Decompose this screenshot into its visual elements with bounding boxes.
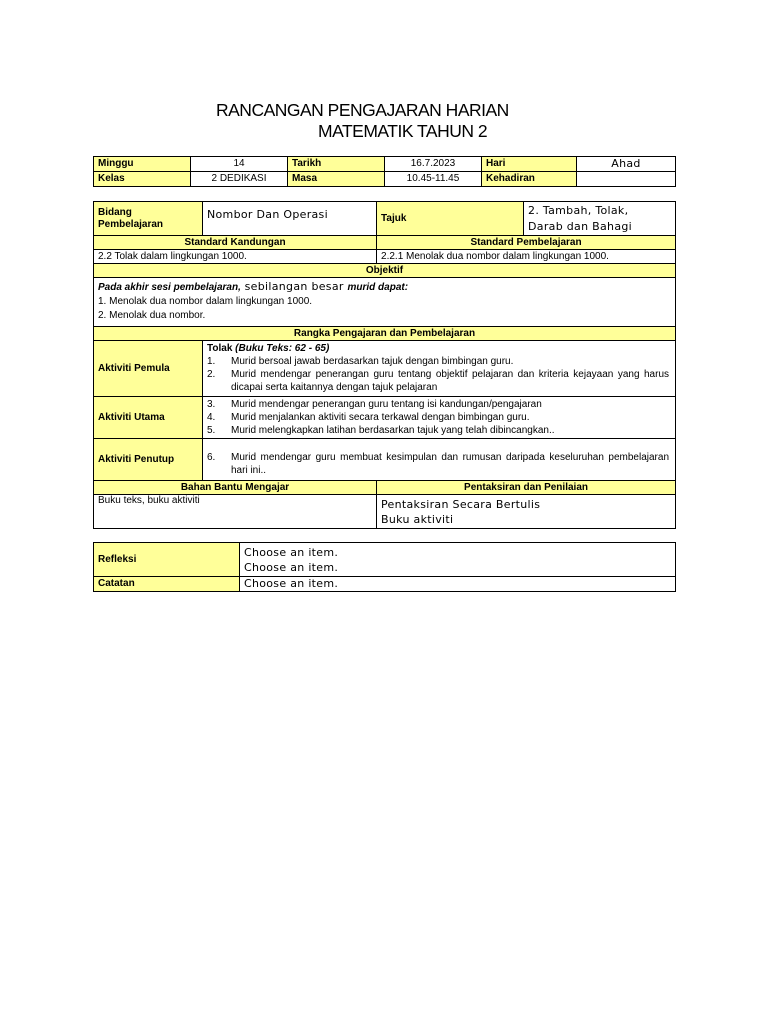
refleksi-value[interactable] (240, 543, 676, 577)
aktiviti-penutup-body[interactable] (203, 439, 676, 481)
tarikh-label: Tarikh (288, 157, 385, 172)
activity-num: 5. (207, 425, 216, 436)
activity-item (207, 411, 669, 424)
refleksi-label: Refleksi (94, 543, 240, 577)
tolak-heading (207, 343, 669, 355)
activity-text: Murid bersoal jawab berdasarkan tajuk dengan bimbingan guru. (231, 356, 514, 367)
objektif-intro-c: murid dapat: (347, 282, 409, 293)
hari-label: Hari (482, 157, 577, 172)
bidang-label: Bidang Pembelajaran (94, 202, 203, 236)
activity-text: Murid mendengar penerangan guru tentang isi kandungan/pengajaran (231, 399, 542, 410)
activity-item (207, 355, 669, 368)
activity-item (207, 368, 669, 394)
objektif-header: Objektif (94, 264, 676, 278)
refleksi-dropdown[interactable]: Choose an item. (244, 545, 339, 559)
activity-text: Murid mendengar guru membuat kesimpulan dan rumusan daripada keseluruhan pembelajaran hari ini.. (231, 451, 670, 476)
refleksi-dropdown[interactable]: Choose an item. (244, 560, 339, 574)
objektif-item: 2. Menolak dua nombor. (98, 310, 206, 321)
reflection-table (93, 542, 676, 592)
sk-header: Standard Kandungan (94, 236, 377, 250)
hari-value[interactable]: Ahad (577, 157, 676, 172)
pentaksiran-header: Pentaksiran dan Penilaian (377, 481, 676, 495)
page-title-line2: MATEMATIK TAHUN 2 (318, 121, 488, 141)
kelas-value[interactable]: 2 DEDIKASI (191, 172, 288, 187)
sp-header: Standard Pembelajaran (377, 236, 676, 250)
bahan-value[interactable]: Buku teks, buku aktiviti (94, 495, 377, 529)
objektif-item: 1. Menolak dua nombor dalam lingkungan 1000. (98, 296, 313, 307)
activity-num: 1. (207, 356, 216, 367)
bidang-value[interactable]: Nombor Dan Operasi (203, 202, 377, 236)
activity-item (207, 424, 669, 437)
sp-value[interactable]: 2.2.1 Menolak dua nombor dalam lingkungan 1000. (377, 250, 676, 264)
tolak-heading-text: Tolak (207, 343, 233, 354)
activity-item (207, 398, 669, 411)
objektif-intro-a: Pada akhir sesi pembelajaran, (98, 282, 241, 293)
pentaksiran-value-line1: Pentaksiran Secara Bertulis (381, 497, 541, 511)
page-title-line1: RANCANGAN PENGAJARAN HARIAN (216, 100, 509, 120)
info-table (93, 156, 676, 187)
activity-num: 2. (207, 369, 216, 380)
tajuk-value[interactable] (524, 202, 676, 236)
aktiviti-utama-label: Aktiviti Utama (94, 397, 203, 439)
aktiviti-pemula-label: Aktiviti Pemula (94, 341, 203, 397)
tajuk-value-line2: Darab dan Bahagi (528, 219, 632, 233)
lesson-plan-table (93, 201, 676, 529)
activity-text: Murid melengkapkan latihan berdasarkan tajuk yang telah dibincangkan.. (231, 425, 555, 436)
activity-text: Murid mendengar penerangan guru tentang objektif pelajaran dan kriteria kejayaan yang harus dicapai serta kaitannya dengan tajuk pelajaran (231, 369, 670, 393)
tajuk-value-line1: 2. Tambah, Tolak, (528, 203, 629, 217)
catatan-label: Catatan (94, 577, 240, 592)
objektif-intro (98, 280, 671, 295)
catatan-dropdown[interactable]: Choose an item. (240, 577, 676, 592)
objektif-body[interactable] (94, 278, 676, 327)
activity-num: 3. (207, 399, 216, 410)
tajuk-label: Tajuk (377, 202, 524, 236)
activity-num: 4. (207, 412, 216, 423)
pentaksiran-value-line2: Buku aktiviti (381, 512, 454, 526)
minggu-label: Minggu (94, 157, 191, 172)
minggu-value[interactable]: 14 (191, 157, 288, 172)
activity-item (207, 451, 669, 477)
kelas-label: Kelas (94, 172, 191, 187)
aktiviti-penutup-label: Aktiviti Penutup (94, 439, 203, 481)
kehadiran-value[interactable] (577, 172, 676, 187)
kehadiran-label: Kehadiran (482, 172, 577, 187)
aktiviti-utama-body[interactable] (203, 397, 676, 439)
objektif-intro-b: sebilangan besar (240, 280, 348, 293)
tarikh-value[interactable]: 16.7.2023 (385, 157, 482, 172)
aktiviti-pemula-body[interactable] (203, 341, 676, 397)
masa-value[interactable]: 10.45-11.45 (385, 172, 482, 187)
masa-label: Masa (288, 172, 385, 187)
activity-num: 6. (207, 451, 216, 463)
activity-text: Murid menjalankan aktiviti secara terkawal dengan bimbingan guru. (231, 412, 530, 423)
bahan-header: Bahan Bantu Mengajar (94, 481, 377, 495)
pentaksiran-value[interactable] (377, 495, 676, 529)
rangka-header: Rangka Pengajaran dan Pembelajaran (94, 327, 676, 341)
buku-teks-ref: (Buku Teks: 62 - 65) (235, 343, 330, 354)
sk-value[interactable]: 2.2 Tolak dalam lingkungan 1000. (94, 250, 377, 264)
